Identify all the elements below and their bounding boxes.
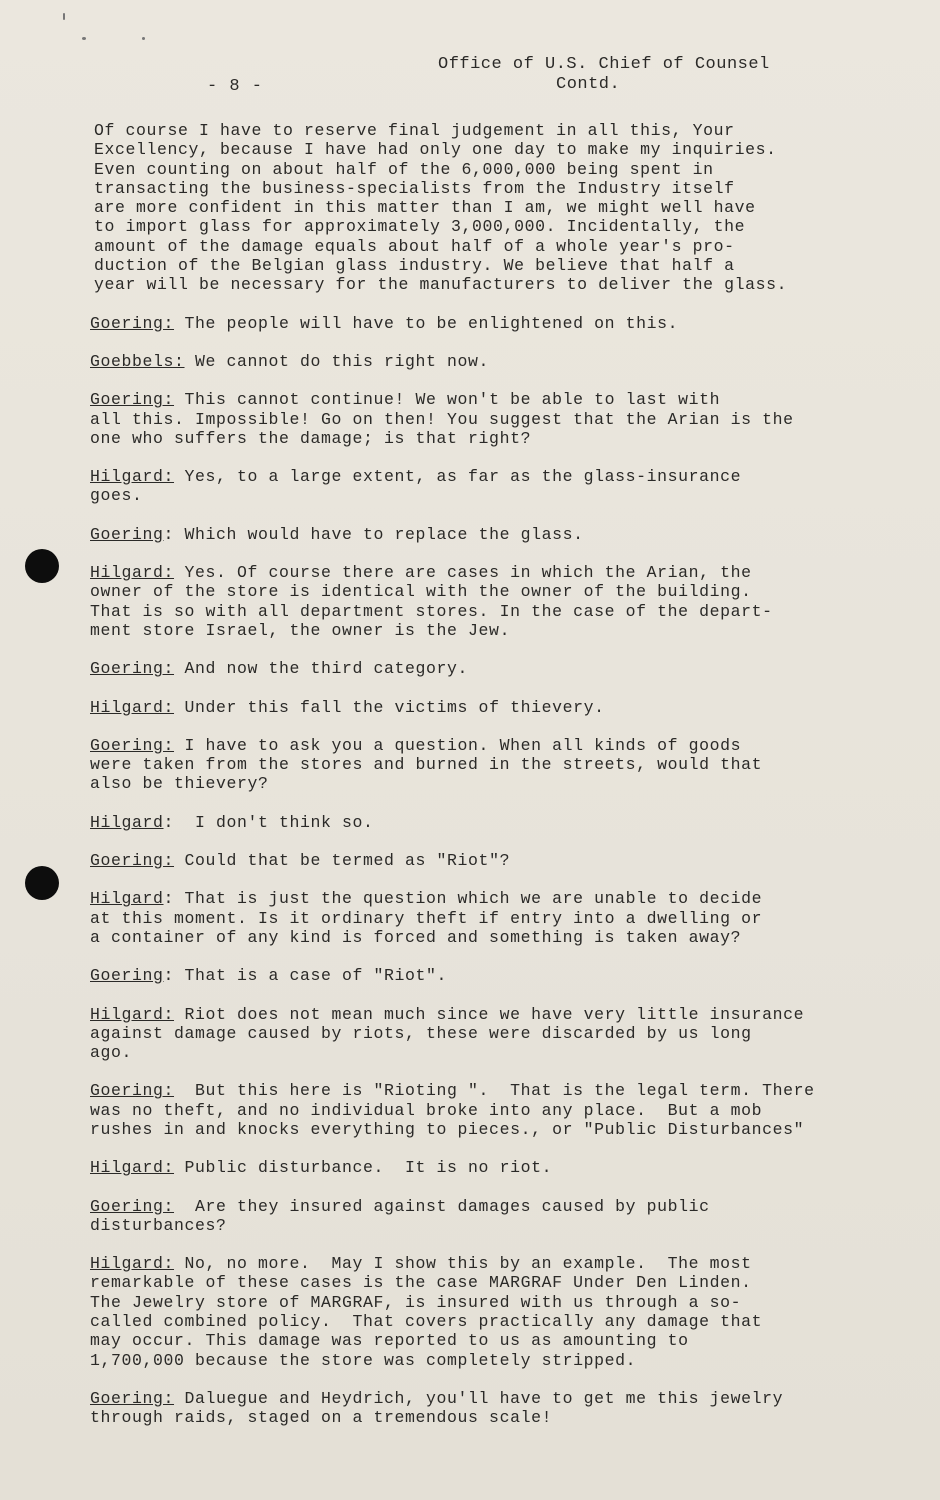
- speaker-label: Goering:: [90, 1388, 175, 1408]
- speaker-label: Hilgard:: [90, 1254, 175, 1274]
- dialogue-text: Public disturbance. It is no riot.: [174, 1158, 553, 1178]
- dialogue-paragraph: [90, 698, 890, 717]
- dialogue-text: : That is a case of "Riot".: [163, 966, 448, 986]
- dialogue-text: Under this fall the victims of thievery.: [174, 697, 605, 717]
- dialogue-text: And now the third category.: [174, 659, 469, 679]
- dialogue-paragraph: [90, 966, 890, 985]
- speaker-label: Goebbels:: [90, 351, 185, 371]
- dialogue-text: No, no more. May I show this by an example. The most remarkable of these cases is the case MARGRAF Under Den Linden. The Jewelry store of MARGRAF, is insured with us through a so- called combined policy. That covers practically any damage that may occur. This damage was reported to us as amounting to 1,700,000 because the store was completely stripped.: [90, 1254, 763, 1370]
- speaker-label: Hilgard:: [90, 563, 175, 583]
- header-contd: Contd.: [556, 75, 621, 94]
- dialogue-text: : I don't think so.: [163, 812, 374, 832]
- speaker-label: Hilgard:: [90, 1004, 175, 1024]
- speaker-label: Goering:: [90, 1196, 175, 1216]
- dialogue-paragraph: [90, 352, 890, 371]
- dialogue-paragraph: [90, 1081, 890, 1139]
- document-body: [90, 121, 890, 1447]
- dialogue-text: : Which would have to replace the glass.: [163, 524, 584, 544]
- paper-speck: [63, 13, 65, 20]
- dialogue-text: I have to ask you a question. When all kinds of goods were taken from the stores and burned in the streets, would that also be thievery?: [90, 735, 763, 794]
- speaker-label: Goering:: [90, 659, 175, 679]
- dialogue-paragraph: [90, 1254, 890, 1370]
- dialogue-text: Are they insured against damages caused by public disturbances?: [90, 1196, 710, 1235]
- dialogue-paragraph: [90, 314, 890, 333]
- dialogue-text: We cannot do this right now.: [184, 351, 490, 371]
- dialogue-paragraph: [90, 851, 890, 870]
- dialogue-text: : That is just the question which we are unable to decide at this moment. Is it ordinary theft if entry into a dwelling or a container of any kind is forced and something is taken away?: [90, 889, 763, 947]
- speaker-label: Goering:: [90, 735, 175, 755]
- intro-paragraph: Of course I have to reserve final judgement in all this, Your Excellency, because I have had only one day to make my inquiries. Even counting on about half of the 6,000,000 being spent in transacting the business-specialists from the Industry itself are more confident in this matter than I am, we might well have to import glass for approximately 3,000,000. Incidentally, the amount of the damage equals about half of a whole year's pro- duction of the Belgian glass industry. We believe that half a year will be necessary for the manufacturers to deliver the glass.: [94, 121, 788, 295]
- dialogue-paragraph: [90, 1389, 890, 1428]
- page-number: - 8 -: [207, 77, 264, 96]
- dialogue-paragraph: [90, 659, 890, 678]
- dialogue-paragraph: [90, 736, 890, 794]
- header-office: Office of U.S. Chief of Counsel: [438, 55, 770, 74]
- dialogue-text: But this here is "Rioting ". That is the legal term. There was no theft, and no individual broke into any place. But a mob rushes in and knocks everything to pieces., or "Public Disturbances": [90, 1081, 815, 1139]
- dialogue-text: Riot does not mean much since we have very little insurance against damage caused by riots, these were discarded by us long ago.: [90, 1004, 805, 1063]
- dialogue-text: Yes. Of course there are cases in which the Arian, the owner of the store is identical with the owner of the building. That is so with all department stores. In the case of the depart- ment store Israel, the owner is the Jew.: [90, 563, 773, 640]
- speaker-label: Hilgard: [90, 889, 164, 909]
- dialogue-paragraph: [90, 1158, 890, 1177]
- speaker-label: Goering:: [90, 390, 175, 410]
- dialogue-text: This cannot continue! We won't be able to last with all this. Impossible! Go on then! You suggest that the Arian is the one who suffers the damage; is that right?: [90, 390, 794, 448]
- dialogue-paragraph: [90, 467, 890, 506]
- dialogue-text: Yes, to a large extent, as far as the glass-insurance goes.: [90, 467, 742, 506]
- dialogue-paragraph: [90, 563, 890, 640]
- speaker-label: Goering:: [90, 1081, 175, 1101]
- speaker-label: Goering:: [90, 313, 175, 333]
- speaker-label: Goering:: [90, 851, 175, 871]
- speaker-label: Goering: [90, 524, 164, 544]
- speaker-label: Hilgard: [90, 812, 164, 832]
- dialogue-text: Could that be termed as "Riot"?: [174, 851, 511, 871]
- dialogue-paragraph: [90, 813, 890, 832]
- speaker-label: Goering: [90, 966, 164, 986]
- dialogue-paragraph: [90, 1005, 890, 1063]
- binder-hole: [25, 549, 59, 583]
- speaker-label: Hilgard:: [90, 697, 175, 717]
- speaker-label: Hilgard:: [90, 1158, 175, 1178]
- paper-speck: [142, 37, 145, 40]
- dialogue-paragraph: [90, 889, 890, 947]
- dialogue-text: Daluegue and Heydrich, you'll have to get me this jewelry through raids, staged on a tremendous scale!: [90, 1388, 784, 1428]
- paper-speck: [82, 37, 86, 40]
- dialogue-paragraph: [90, 525, 890, 544]
- dialogue-paragraph: [90, 1197, 890, 1236]
- binder-hole: [25, 866, 59, 900]
- dialogue-paragraph: [90, 390, 890, 448]
- dialogue-text: The people will have to be enlightened on this.: [174, 313, 679, 333]
- speaker-label: Hilgard:: [90, 467, 175, 487]
